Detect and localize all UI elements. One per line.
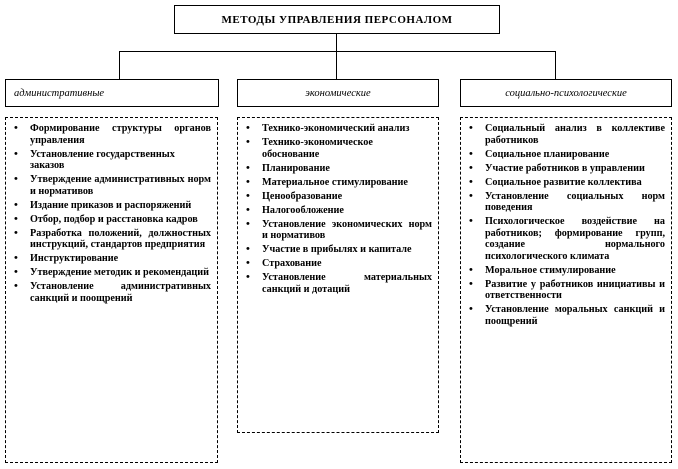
list-item: • Налогообложение [244, 205, 432, 217]
list-item: • Утверждение административных норм и нормативов [12, 174, 211, 197]
list-item: • Издание приказов и распоряжений [12, 200, 211, 212]
list-item: • Ценообразование [244, 191, 432, 203]
connector-right [555, 51, 556, 79]
list-item: • Материальное стимулирование [244, 177, 432, 189]
list-item: • Формирование структуры органов управления [12, 123, 211, 146]
connector-trunk [336, 34, 337, 52]
list-administrative [5, 117, 218, 463]
list-item: • Установление материальных санкций и дотаций [244, 272, 432, 295]
list-item: • Страхование [244, 258, 432, 270]
list-item: • Социальное планирование [467, 149, 665, 161]
category-administrative: административные [5, 79, 219, 107]
list-economic [237, 117, 439, 433]
list-item: • Планирование [244, 163, 432, 175]
list-item: • Инструктирование [12, 253, 211, 265]
list-item: • Психологическое воздействие на работников; формирование групп, создание нормального психологического климата [467, 216, 665, 262]
list-item: • Установление экономических норм и нормативов [244, 219, 432, 242]
category-economic: экономические [237, 79, 439, 107]
category-socio-psychological: социально-психологические [460, 79, 672, 107]
list-socio-psychological [460, 117, 672, 463]
list-item: • Участие работников в управлении [467, 163, 665, 175]
list-item: • Утверждение методик и рекомендаций [12, 267, 211, 279]
list-item: • Социальное развитие коллектива [467, 177, 665, 189]
list-item: • Моральное стимулирование [467, 265, 665, 277]
connector-horizontal [119, 51, 555, 52]
list-item: • Развитие у работников инициативы и ответственности [467, 279, 665, 302]
connector-middle [336, 51, 337, 79]
list-item: • Разработка положений, должностных инструкций, стандартов предприятия [12, 228, 211, 251]
connector-left [119, 51, 120, 79]
list-item: • Установление административных санкций и поощрений [12, 281, 211, 304]
list-item: • Установление социальных норм поведения [467, 191, 665, 214]
list-item: • Социальный анализ в коллективе работников [467, 123, 665, 146]
list-item: • Технико-экономическое обоснование [244, 137, 432, 160]
list-item: • Участие в прибылях и капитале [244, 244, 432, 256]
list-item: • Установление моральных санкций и поощрений [467, 304, 665, 327]
diagram-title: МЕТОДЫ УПРАВЛЕНИЯ ПЕРСОНАЛОМ [174, 5, 500, 34]
list-item: • Технико-экономический анализ [244, 123, 432, 135]
list-item: • Отбор, подбор и расстановка кадров [12, 214, 211, 226]
list-item: • Установление государственных заказов [12, 149, 211, 172]
